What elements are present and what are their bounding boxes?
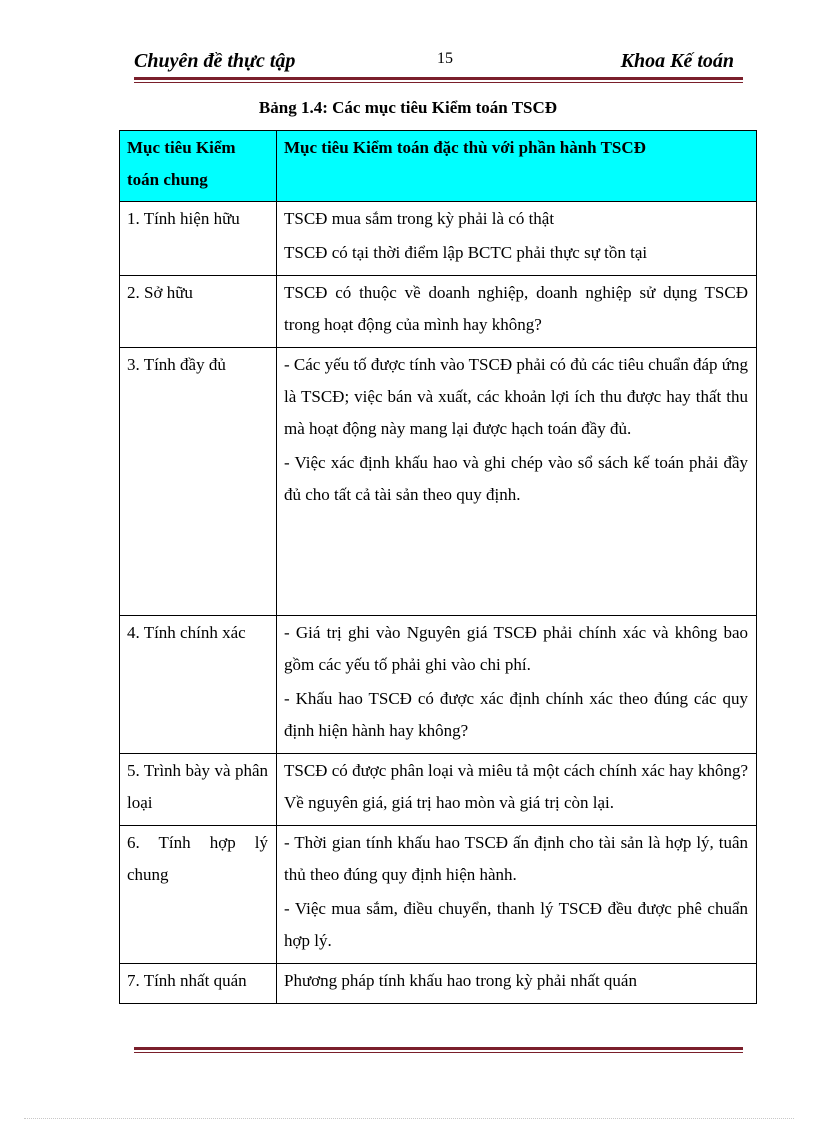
objective-line: TSCĐ có được phân loại và miêu tả một cách chính xác hay không? Về nguyên giá, giá trị hao mòn và giá trị còn lại.	[284, 761, 748, 812]
table-header-row	[120, 131, 757, 202]
row-specific-objective	[277, 754, 757, 826]
objective-line: - Việc mua sắm, điều chuyển, thanh lý TSCĐ đều được phê chuẩn hợp lý.	[284, 899, 748, 950]
footer-rule-thick	[134, 1047, 743, 1050]
row-general-objective: 5. Trình bày và phân loại	[120, 754, 277, 826]
objective-line: TSCĐ có tại thời điểm lập BCTC phải thực sự tồn tại	[284, 243, 648, 262]
table-row	[120, 826, 757, 964]
header-right-title: Khoa Kế toán	[620, 50, 734, 72]
header-left-title: Chuyên đề thực tập	[134, 50, 296, 72]
row-general-objective: 1. Tính hiện hữu	[120, 202, 277, 276]
row-general-objective: 7. Tính nhất quán	[120, 964, 277, 1004]
objective-line: TSCĐ mua sắm trong kỳ phải là có thật	[284, 209, 555, 228]
table-row	[120, 754, 757, 826]
row-general-objective: 3. Tính đầy đủ	[120, 348, 277, 616]
audit-objectives-table	[119, 130, 757, 1004]
row-specific-objective	[277, 826, 757, 964]
table-row	[120, 276, 757, 348]
objective-line: - Khấu hao TSCĐ có được xác định chính xác theo đúng các quy định hiện hành hay không?	[284, 689, 748, 740]
objective-line: TSCĐ có thuộc về doanh nghiệp, doanh nghiệp sử dụng TSCĐ trong hoạt động của mình hay không?	[284, 283, 748, 334]
header-rule-thin	[134, 82, 743, 83]
row-general-objective: 4. Tính chính xác	[120, 616, 277, 754]
column-header-general: Mục tiêu Kiểm toán chung	[120, 131, 277, 202]
row-specific-objective	[277, 348, 757, 616]
row-general-objective: 2. Sở hữu	[120, 276, 277, 348]
objective-line: - Giá trị ghi vào Nguyên giá TSCĐ phải chính xác và không bao gồm các yếu tố phải ghi vào chi phí.	[284, 623, 748, 674]
objective-line: - Các yếu tố được tính vào TSCĐ phải có đủ các tiêu chuẩn đáp ứng là TSCĐ; việc bán và xuất, các khoản lợi ích thu được hay thất thu mà hoạt động này mang lại được hạch toán đầy đủ.	[284, 355, 748, 438]
row-specific-objective	[277, 964, 757, 1004]
objective-line: Phương pháp tính khấu hao trong kỳ phải nhất quán	[284, 971, 637, 990]
header-rule-thick	[134, 77, 743, 80]
row-general-objective: 6. Tính hợp lý chung	[120, 826, 277, 964]
page-bottom-dotted-line	[24, 1118, 794, 1119]
page-header	[134, 48, 734, 78]
table-row	[120, 202, 757, 276]
column-header-specific: Mục tiêu Kiểm toán đặc thù với phần hành TSCĐ	[277, 131, 757, 202]
footer-rule-thin	[134, 1052, 743, 1053]
table-row	[120, 964, 757, 1004]
objective-line: - Việc xác định khấu hao và ghi chép vào sổ sách kế toán phải đầy đủ cho tất cả tài sản theo quy định.	[284, 453, 748, 504]
objective-line: - Thời gian tính khấu hao TSCĐ ấn định cho tài sản là hợp lý, tuân thủ theo đúng quy định hiện hành.	[284, 833, 748, 884]
table-caption: Bảng 1.4: Các mục tiêu Kiểm toán TSCĐ	[258, 98, 558, 117]
table-row	[120, 348, 757, 616]
row-specific-objective	[277, 616, 757, 754]
row-specific-objective	[277, 276, 757, 348]
row-specific-objective	[277, 202, 757, 276]
table-row	[120, 616, 757, 754]
page-number: 15	[437, 50, 453, 67]
